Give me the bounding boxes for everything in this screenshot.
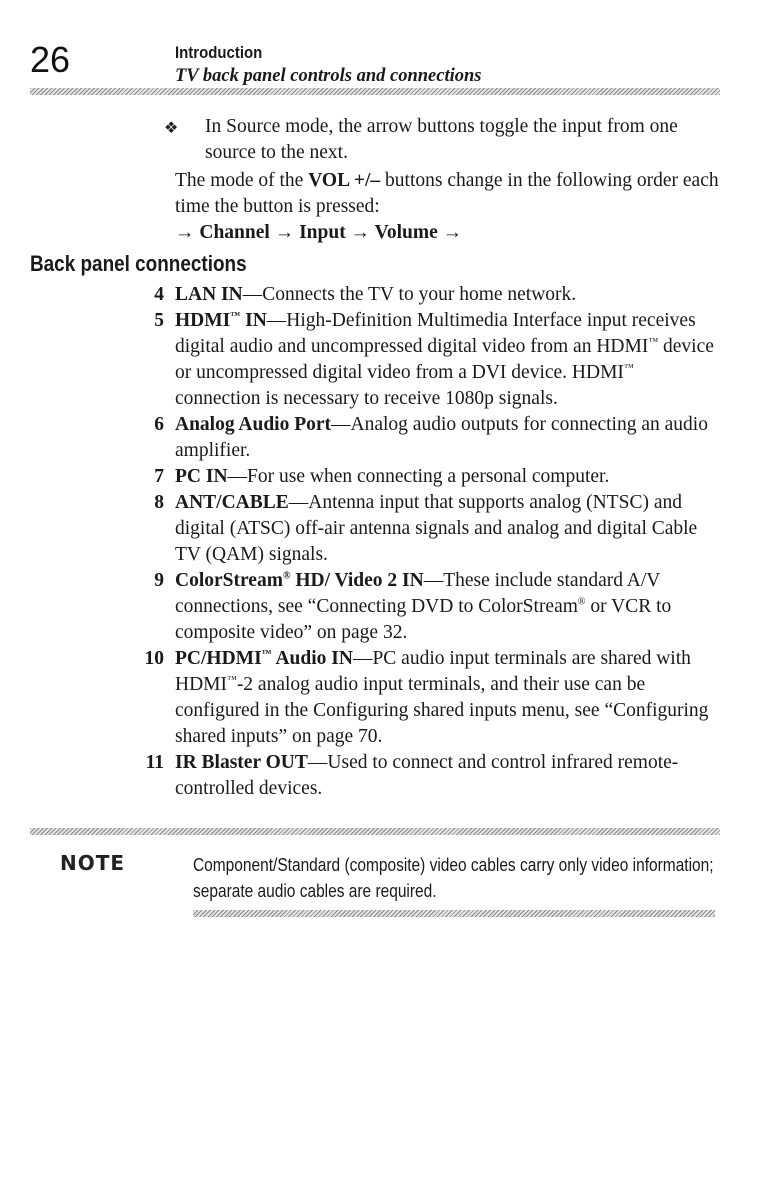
- item-label: [175, 310, 267, 331]
- mode-para-start: The mode of the: [175, 170, 309, 191]
- item-text: —Analog audio outputs for connecting an audio amplifier.: [175, 414, 708, 461]
- back-panel-heading: Back panel connections: [30, 251, 247, 276]
- item-label-a: PC/HDMI: [175, 648, 262, 669]
- item-label: PC IN: [175, 466, 228, 487]
- item-label: Analog Audio Port: [175, 414, 332, 435]
- item-text: —For use when connecting a personal computer.: [227, 466, 610, 487]
- item-label: IR Blaster OUT: [175, 752, 308, 773]
- registered-mark: ®: [282, 570, 291, 582]
- trademark-mark: ™: [648, 336, 659, 348]
- item-text-a: —PC audio input terminals are shared with HDMI: [175, 648, 691, 695]
- item-number: 9: [154, 570, 164, 591]
- mode-para-end: buttons change in the following order each time the button is pressed:: [175, 170, 719, 217]
- list-item: [0, 308, 772, 412]
- item-label-b: HD/ Video 2 IN: [290, 570, 424, 591]
- item-number: 7: [154, 466, 164, 487]
- item-number: 5: [154, 310, 164, 331]
- item-body: [175, 750, 720, 802]
- list-item: [0, 412, 772, 464]
- item-body: [175, 282, 720, 308]
- item-body: [175, 646, 720, 750]
- item-number: 6: [154, 414, 164, 435]
- item-body: [175, 308, 720, 412]
- item-text-a: —These include standard A/V connections, see “Connecting DVD to ColorStream: [175, 570, 660, 617]
- item-text-b: or VCR to composite video” on page 32.: [175, 596, 672, 643]
- list-item: [0, 490, 772, 568]
- item-label-a: HDMI: [175, 310, 231, 331]
- item-label-b: Audio IN: [271, 648, 353, 669]
- header-divider: [30, 88, 720, 95]
- item-text-b: -2 analog audio input terminals, and their use can be configured in the Configuring shared inputs menu, see “Configuring shared inputs” on page 70.: [175, 674, 709, 747]
- trademark-mark: ™: [261, 648, 272, 660]
- trademark-mark: ™: [230, 310, 241, 322]
- item-number: 4: [154, 284, 164, 305]
- item-body: [175, 412, 720, 464]
- item-text-b: device or uncompressed digital video from a DVI device. HDMI: [175, 336, 714, 383]
- item-number: 11: [145, 752, 164, 773]
- note-text: Component/Standard (composite) video cables carry only video information; separate audio cables are required.: [193, 855, 714, 901]
- mode-para-bold: VOL +/–: [308, 170, 381, 191]
- item-label: ANT/CABLE: [175, 492, 289, 513]
- note-top-divider: [30, 828, 720, 835]
- item-body: [175, 568, 720, 646]
- item-number: 8: [154, 492, 164, 513]
- chapter-title: Introduction: [175, 43, 263, 62]
- item-body: [175, 464, 720, 490]
- item-text-a: —High-Definition Multimedia Interface input receives digital audio and uncompressed digital video from an HDMI: [175, 310, 696, 357]
- list-item: [0, 568, 772, 646]
- trademark-mark: ™: [623, 362, 634, 374]
- list-item: [0, 464, 772, 490]
- item-text: —Connects the TV to your home network.: [242, 284, 577, 305]
- item-label-a: ColorStream: [175, 570, 283, 591]
- item-number: 10: [144, 648, 164, 669]
- item-text-c: connection is necessary to receive 1080p signals.: [175, 388, 558, 409]
- section-subtitle: TV back panel controls and connections: [175, 66, 482, 86]
- item-body: [175, 490, 720, 568]
- order-line: → Channel → Input → Volume →: [175, 222, 463, 243]
- item-label: [175, 570, 424, 591]
- note-bottom-divider: [193, 910, 715, 917]
- list-item: [0, 646, 772, 750]
- item-text: —Used to connect and control infrared remote-controlled devices.: [175, 752, 679, 799]
- item-label: LAN IN: [175, 284, 243, 305]
- note-label: NOTE: [60, 851, 126, 875]
- list-item: [0, 282, 772, 308]
- item-label-b: IN: [240, 310, 267, 331]
- diamond-bullet-icon: ❖: [164, 118, 179, 137]
- registered-mark: ®: [577, 596, 586, 608]
- bullet-text: In Source mode, the arrow buttons toggle the input from one source to the next.: [205, 116, 678, 163]
- page-number: 26: [30, 39, 71, 80]
- trademark-mark: ™: [227, 674, 237, 686]
- mode-paragraph: [175, 168, 720, 220]
- item-label: [175, 648, 353, 669]
- back-panel-list: [0, 282, 772, 802]
- list-item: [0, 750, 772, 802]
- item-text: —Antenna input that supports analog (NTSC) and digital (ATSC) off-air antenna signals and analog and digital Cable TV (QAM) signals.: [175, 492, 698, 565]
